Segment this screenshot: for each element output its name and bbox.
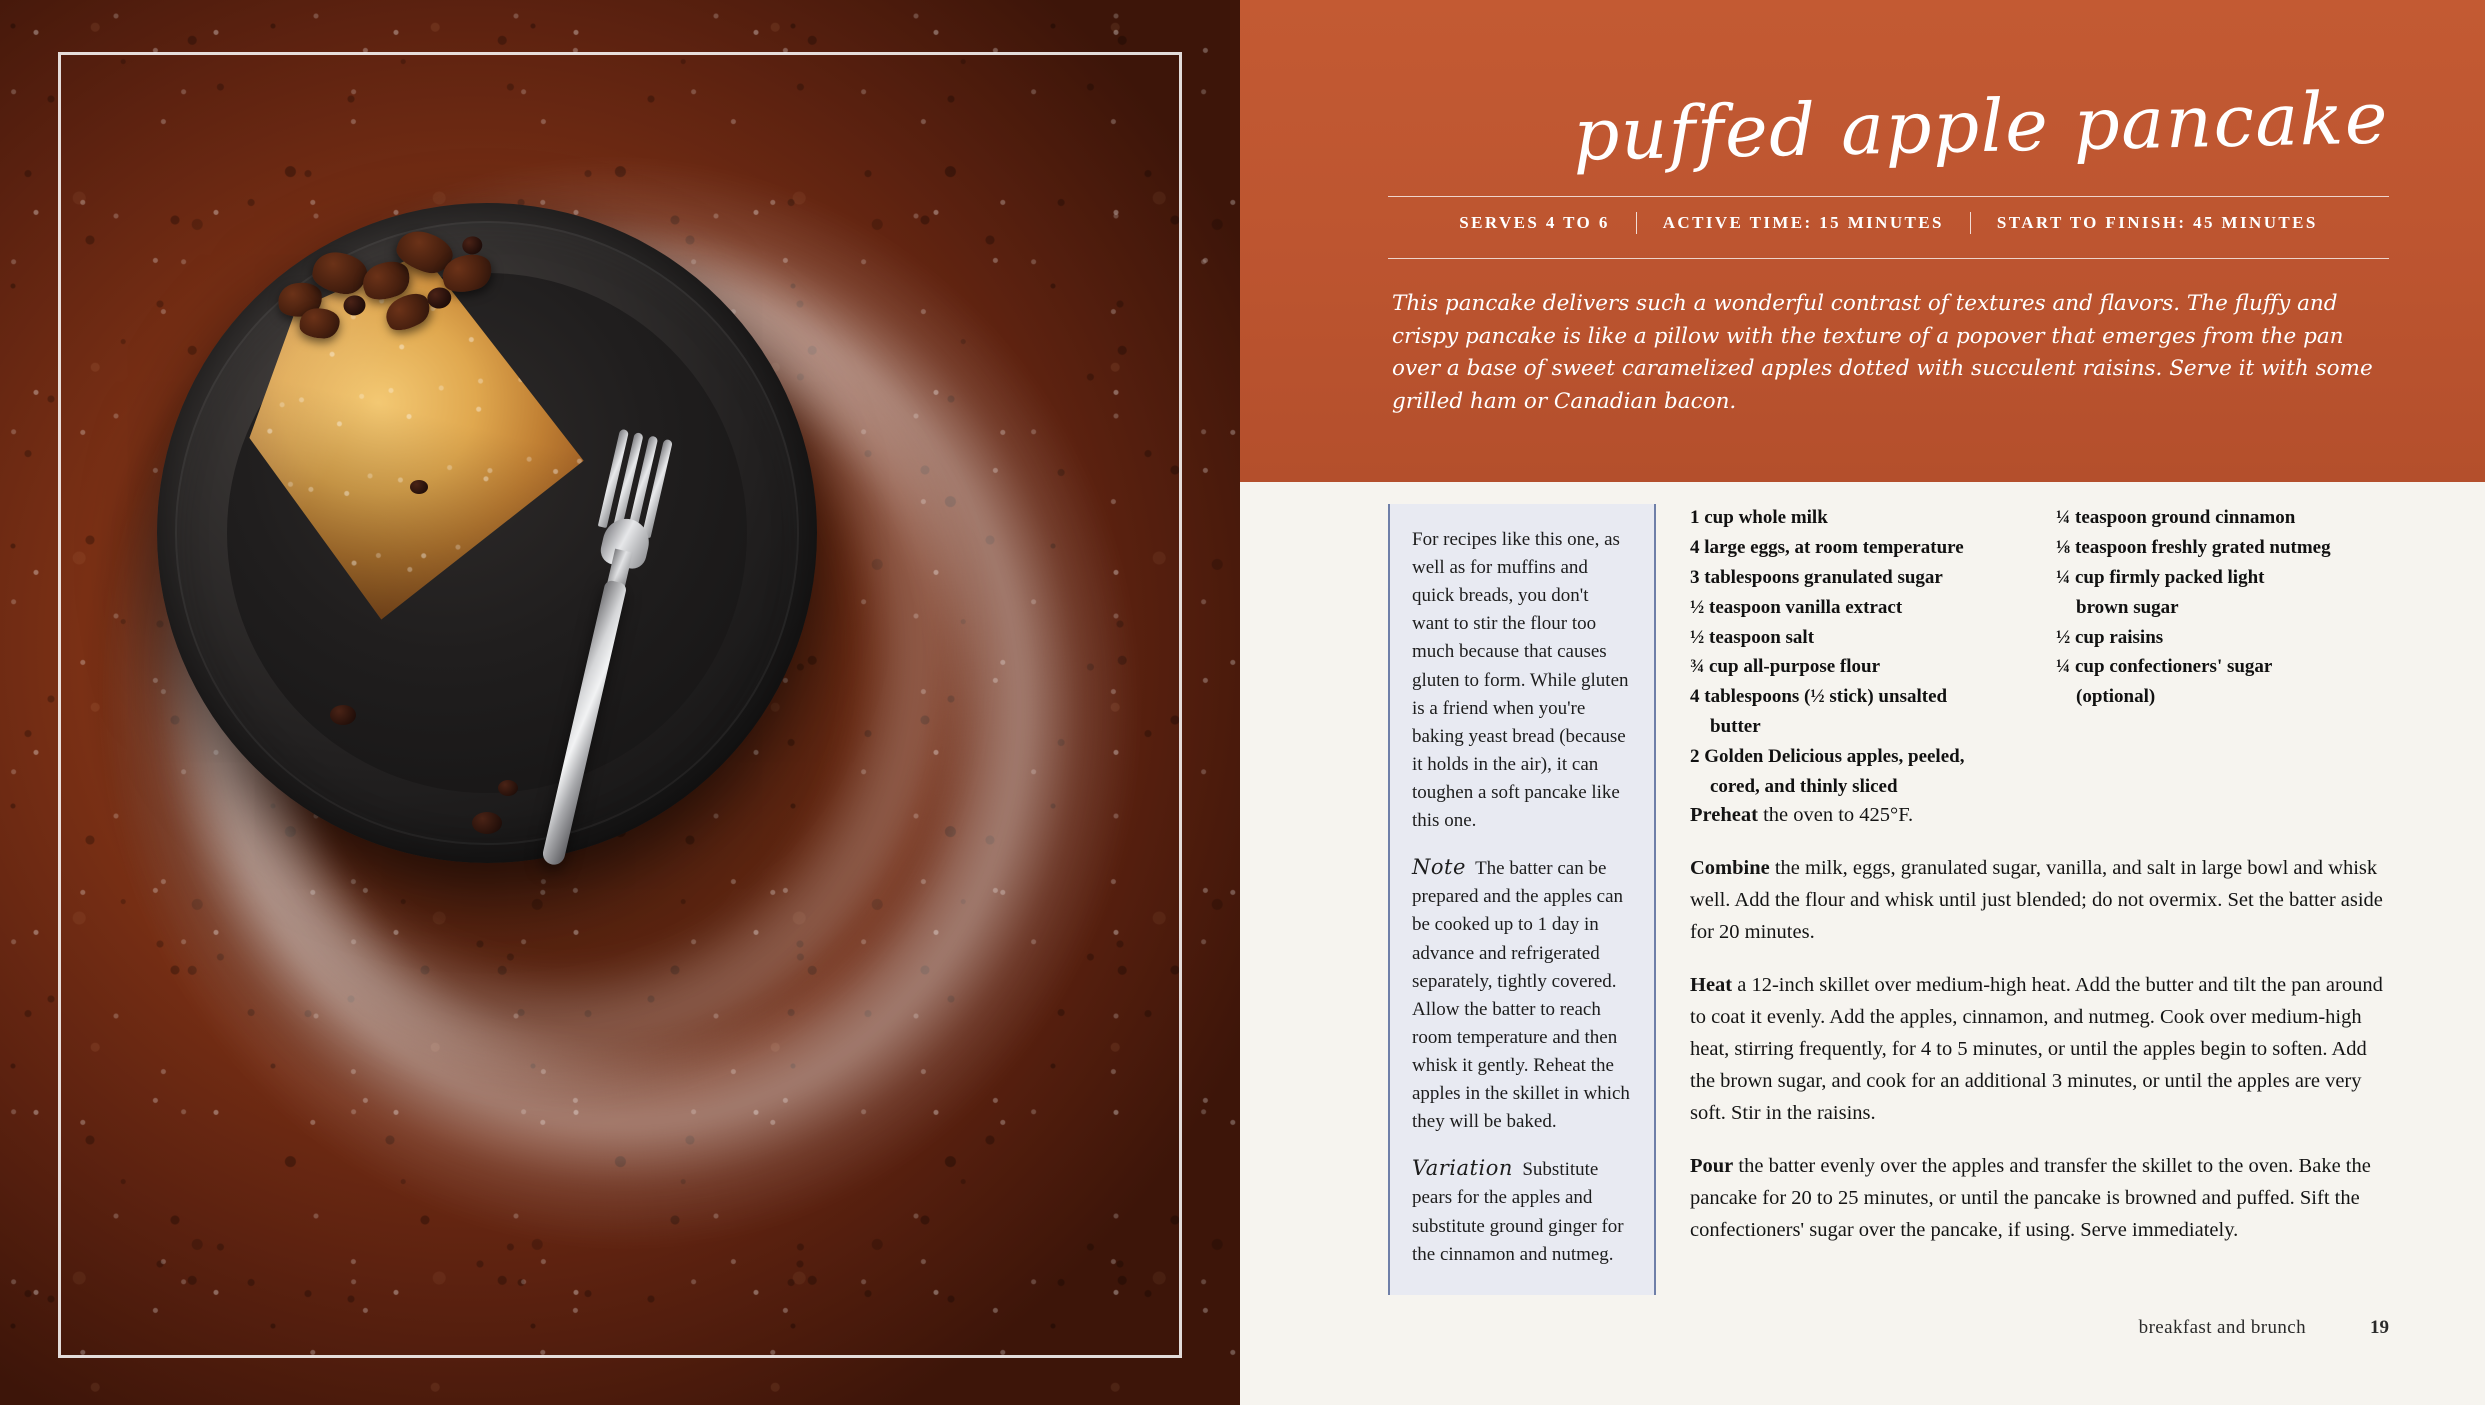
sidebar-variation [1412,1153,1630,1268]
raisin [342,294,367,317]
page-number: 19 [2370,1317,2389,1338]
ingredient-item-continued: butter [1710,716,1761,738]
ingredient-item: ¼ cup firmly packed light [2056,566,2265,588]
step-lead-word: Heat [1690,973,1733,996]
ingredient-item: ⅛ teaspoon freshly grated nutmeg [2056,536,2331,558]
step-lead-word: Pour [1690,1154,1734,1177]
recipe-steps [1690,800,2390,1268]
meta-serves: SERVES 4 TO 6 [1459,213,1610,232]
apple-piece [299,308,340,339]
step-paragraph [1690,1151,2390,1247]
ingredient-item: ¼ cup confectioners' sugar [2056,656,2273,678]
ingredient-item: ½ teaspoon salt [1690,626,1815,648]
recipe-header-banner [1240,0,2485,482]
raisin-crumb [472,812,502,834]
ingredient-item: 4 large eggs, at room temperature [1690,536,1964,558]
ingredient-item: ¼ teaspoon ground cinnamon [2056,507,2296,528]
step-paragraph [1690,800,2390,832]
recipe-meta-row [1388,212,2389,234]
sidebar-tips-box [1388,504,1656,1295]
ingredient-item-continued: cored, and thinly sliced [1710,775,1898,797]
step-text: the batter evenly over the apples and transfer the skillet to the oven. Bake the pancake for 20 to 25 minutes, or until the pancake is browned and puffed. Sift the confectioners' sugar over the pancake, if using. Serve immediately. [1690,1154,2371,1241]
chapter-name: breakfast and brunch [2138,1317,2306,1338]
ingredient-item-continued: brown sugar [2076,596,2179,618]
step-text: the milk, eggs, granulated sugar, vanilla, and salt in large bowl and whisk well. Add the flour and whisk until just blended; do not overmix. Set the batter aside for 20 minutes. [1690,856,2383,943]
ingredient-item: ½ cup raisins [2056,626,2164,648]
meta-active-time: ACTIVE TIME: 15 MINUTES [1662,213,1944,232]
step-paragraph [1690,970,2390,1130]
step-text: a 12-inch skillet over medium-high heat. Add the butter and tilt the pan around to coat it evenly. Add the apples, cinnamon, and nutmeg. Cook over medium-high heat, stirring frequently, for 4 to 5 minutes, or until the apples begin to soften. Add the brown sugar, and cook for an additional 3 minutes, or until the apples are very soft. Stir in the raisins. [1690,973,2383,1124]
ingredient-item: ½ teaspoon vanilla extract [1690,596,1903,618]
step-text: the oven to 425°F. [1757,804,1914,826]
sidebar-note [1412,852,1630,1136]
raisin-crumb [330,705,356,725]
ingredients-column-2 [2056,504,2380,803]
recipe-body [1240,482,2485,1405]
ingredient-item: ¾ cup all-purpose flour [1690,656,1881,678]
ingredient-item: 3 tablespoons granulated sugar [1690,566,1943,588]
recipe-title: puffed apple pancake [1572,75,2390,177]
ingredient-item: 4 tablespoons (½ stick) unsalted [1690,686,1948,708]
sidebar-tip-text: For recipes like this one, as well as for muffins and quick breads, you don't want to stir the flour too much because that causes gluten to form. While gluten is a friend when you're baking yeast bread (because it holds in the air), it can toughen a soft pancake like this one. [1412,529,1629,832]
recipe-headnote: This pancake delivers such a wonderful contrast of textures and flavors. The fluffy and crispy pancake is like a pillow with the texture of a popover that emerges from the pan over a base of sweet caramelized apples dotted with succulent raisins. Serve it with some grilled ham or Canadian bacon. [1392,291,2373,415]
meta-start-to-finish: START TO FINISH: 45 MINUTES [1996,213,2318,232]
step-lead-word: Preheat [1690,804,1758,826]
raisin-crumb [410,480,428,494]
sidebar-note-text: The batter can be prepared and the apples can be cooked up to 1 day in advance and refrigerated separately, tightly covered. Allow the batter to reach room temperature and then whisk it gently. Reheat the apples in the skillet in which they will be baked. [1412,858,1630,1133]
ingredient-item: 2 Golden Delicious apples, peeled, [1690,746,1965,767]
raisin [461,235,483,256]
step-lead-word: Combine [1690,856,1770,879]
ingredient-item-continued: (optional) [2076,686,2156,708]
raisin-crumb [498,780,518,796]
recipe-text-page [1240,0,2485,1405]
ingredients-list [1690,504,2380,803]
ingredients-column-1 [1690,504,2014,803]
page-footer [1240,1317,2485,1339]
header-rule-bottom [1388,258,2389,259]
sidebar-variation-text: Substitute pears for the apples and substitute ground ginger for the cinnamon and nutmeg. [1412,1159,1624,1265]
header-rule-top [1388,196,2389,197]
step-paragraph [1690,853,2390,949]
recipe-photo-page [0,0,1240,1405]
recipe-header-content [1388,0,2389,482]
sidebar-variation-label: Variation [1412,1156,1513,1181]
sidebar-note-label: Note [1412,855,1466,880]
ingredient-item: 1 cup whole milk [1690,507,1828,528]
